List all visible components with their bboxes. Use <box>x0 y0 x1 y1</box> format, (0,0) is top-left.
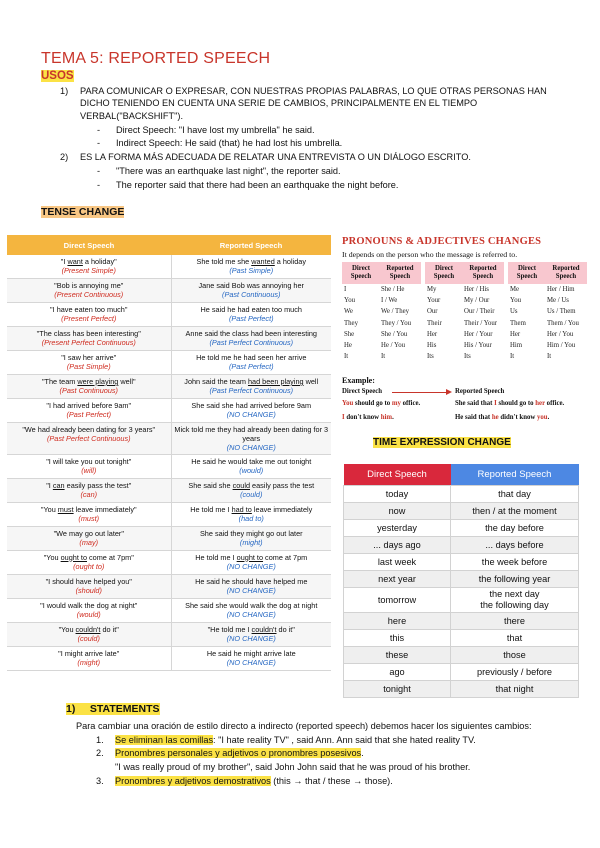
tense-direct-text: "I might arrive late" <box>58 648 120 658</box>
tense-direct-label: (should) <box>75 585 102 595</box>
tense-direct-label: (Present Perfect Continuous) <box>41 338 136 348</box>
pronoun-row <box>342 340 587 351</box>
time-reported-cell: those <box>451 647 579 664</box>
pronoun-cell: His <box>427 342 437 350</box>
tense-direct-label: (may) <box>79 537 99 547</box>
tense-change-table <box>7 235 331 671</box>
tense-reported-cell <box>171 478 331 502</box>
pronoun-cell: Us / Them <box>547 308 576 316</box>
usos-item-2-example-direct: "There was an earthquake last night", the reporter said. <box>116 166 341 176</box>
time-row <box>344 571 579 588</box>
pronouns-subtitle: It depends on the person who the message is referred to. <box>342 250 518 259</box>
pronoun-cell: He / You <box>381 342 405 350</box>
time-reported-cell: previously / before <box>451 664 579 681</box>
time-row <box>344 647 579 664</box>
statements-item-1: Se eliminan las comillas: "I hate reality TV" , said Ann. Ann said that she hated reality TV. <box>115 735 476 745</box>
tense-reported-text: Mick told me they had already been dating for 3 years <box>174 425 329 444</box>
tense-direct-label: (could) <box>77 633 100 643</box>
time-row <box>344 613 579 630</box>
tense-reported-text: John said the team had been playing well <box>184 377 319 386</box>
tense-direct-cell <box>7 279 171 303</box>
tense-reported-label: (would) <box>239 465 264 475</box>
tense-row <box>7 255 331 279</box>
tense-reported-text: He said he had eaten too much <box>200 305 302 314</box>
time-row <box>344 537 579 554</box>
usos-item-2-example-indirect: The reporter said that there had been an earthquake the night before. <box>116 180 399 190</box>
pronoun-cell: Our / Their <box>464 308 495 316</box>
pronoun-cell: Us <box>510 308 518 316</box>
tense-reported-label: (NO CHANGE) <box>226 561 276 571</box>
pronoun-row <box>342 295 587 306</box>
pronoun-cell: They <box>344 319 358 327</box>
tense-direct-cell <box>7 303 171 327</box>
tense-direct-text: "I should have helped you" <box>45 576 132 586</box>
arrow-right-icon <box>392 392 447 393</box>
pronoun-cell: Their <box>427 319 442 327</box>
tense-reported-text: He said he should have helped me <box>195 576 308 586</box>
pronoun-cell: My <box>427 286 437 293</box>
tense-reported-cell <box>171 622 331 646</box>
tense-direct-label: (Present Simple) <box>61 266 116 276</box>
pronoun-cell: She / He <box>381 286 405 293</box>
tense-direct-cell <box>7 598 171 622</box>
tense-reported-text: She said she would walk the dog at night <box>185 600 318 610</box>
tense-reported-text: She said they might go out later <box>199 528 303 538</box>
pronoun-cell: Her / His <box>464 286 489 293</box>
tense-row <box>7 399 331 423</box>
pronoun-cell: We <box>344 308 353 316</box>
pronoun-cell: It <box>381 353 386 361</box>
tense-row <box>7 502 331 526</box>
pronoun-cell: Your <box>427 297 441 305</box>
tense-reported-cell <box>171 255 331 279</box>
time-row <box>344 664 579 681</box>
time-direct-cell: today <box>344 486 451 503</box>
time-reported-cell: ... days before <box>451 537 579 554</box>
pronoun-cell: It <box>344 353 349 361</box>
bullet-dash: - <box>97 138 101 148</box>
tense-direct-text: "You couldn't do it" <box>58 624 119 634</box>
tense-row <box>7 279 331 303</box>
time-col-direct: Direct Speech <box>344 464 451 486</box>
pronoun-cell: Her <box>427 330 438 338</box>
tense-row <box>7 454 331 478</box>
time-reported-cell: there <box>451 613 579 630</box>
statements-intro: Para cambiar una oración de estilo directo a indirecto (reported speech) debemos hacer los siguientes cambios: <box>76 721 532 731</box>
time-direct-cell: next year <box>344 571 451 588</box>
tense-reported-cell <box>171 598 331 622</box>
tense-direct-text: "The team were playing well" <box>41 377 136 386</box>
tense-col-direct: Direct Speech <box>7 235 171 255</box>
tense-reported-cell <box>171 526 331 550</box>
time-row <box>344 554 579 571</box>
pronoun-cell: Her / Him <box>547 286 575 293</box>
pronouns-table <box>342 262 587 362</box>
tense-direct-label: (Present Continuous) <box>54 290 124 300</box>
time-direct-cell: now <box>344 503 451 520</box>
time-direct-cell: ... days ago <box>344 537 451 554</box>
usos-item-1-number: 1) <box>60 86 69 96</box>
pronoun-cell: They / You <box>381 319 412 327</box>
tense-direct-label: (Past Simple) <box>66 362 111 372</box>
tense-direct-label: (might) <box>77 657 101 667</box>
pronoun-cell: Our <box>427 308 438 316</box>
tense-direct-cell <box>7 502 171 526</box>
tense-row <box>7 646 331 670</box>
time-direct-cell: tomorrow <box>344 588 451 613</box>
tense-direct-cell <box>7 399 171 423</box>
tense-reported-text: She told me she wanted a holiday <box>196 257 307 266</box>
pronoun-cell: Them / You <box>547 319 579 327</box>
tense-row <box>7 478 331 502</box>
pronoun-cell: Their / Your <box>464 319 498 327</box>
tense-row <box>7 375 331 399</box>
tense-reported-label: (Past Continuous) <box>222 290 281 300</box>
time-direct-cell: here <box>344 613 451 630</box>
pronoun-row <box>342 306 587 317</box>
tense-direct-cell <box>7 574 171 598</box>
pronoun-row <box>342 351 587 362</box>
time-reported-cell: that night <box>451 681 579 698</box>
tense-col-reported: Reported Speech <box>171 235 331 255</box>
tense-reported-text: He told me he had seen her arrive <box>196 353 307 362</box>
pronoun-header: Reported Speech <box>462 262 504 284</box>
tense-direct-cell <box>7 478 171 502</box>
usos-item-1-example-indirect: Indirect Speech: He said (that) he had lost his umbrella. <box>116 138 343 148</box>
tense-direct-text: "I have eaten too much" <box>50 305 128 314</box>
tense-reported-cell <box>171 502 331 526</box>
tense-direct-text: "The class has been interesting" <box>36 329 141 338</box>
statements-item-2-number: 2. <box>96 748 104 758</box>
tense-direct-cell <box>7 375 171 399</box>
time-row <box>344 486 579 503</box>
pronoun-header: Direct Speech <box>342 262 379 284</box>
pronoun-cell: Them <box>510 319 526 327</box>
statements-item-2-example: "I was really proud of my brother", said John John said that he was proud of his brother. <box>115 762 471 772</box>
tense-reported-text: Anne said the class had been interesting <box>185 329 317 338</box>
pronouns-heading: PRONOUNS & ADJECTIVES CHANGES <box>342 236 542 247</box>
tense-direct-text: "You must leave immediately" <box>40 504 137 514</box>
tense-direct-label: (must) <box>78 513 100 523</box>
tense-direct-text: "We may go out later" <box>53 528 124 538</box>
tense-reported-label: (NO CHANGE) <box>226 410 276 420</box>
example-reported-label: Reported Speech <box>455 388 505 395</box>
tense-row <box>7 303 331 327</box>
tense-row <box>7 327 331 351</box>
tense-reported-cell <box>171 327 331 351</box>
pronoun-cell: She / You <box>381 330 408 338</box>
pronoun-cell: She <box>344 330 355 338</box>
tense-reported-label: (NO CHANGE) <box>226 657 276 667</box>
pronoun-cell: It <box>510 353 515 361</box>
page-title: TEMA 5: REPORTED SPEECH <box>41 50 271 67</box>
tense-direct-text: "You ought to come at 7pm" <box>43 552 134 562</box>
tense-reported-text: He told me I ought to come at 7pm <box>195 552 308 562</box>
tense-row <box>7 550 331 574</box>
time-direct-cell: these <box>344 647 451 664</box>
pronoun-header: Reported Speech <box>545 262 587 284</box>
time-direct-cell: this <box>344 630 451 647</box>
tense-reported-label: (Past Perfect Continuous) <box>209 386 294 396</box>
time-reported-cell: that <box>451 630 579 647</box>
bullet-dash: - <box>97 125 101 135</box>
pronoun-cell: I <box>344 286 347 293</box>
tense-direct-cell <box>7 255 171 279</box>
statements-item-3: Pronombres y adjetivos demostrativos (this → that / these → those). <box>115 776 393 786</box>
tense-reported-label: (NO CHANGE) <box>226 633 276 643</box>
pronoun-cell: His / Your <box>464 342 492 350</box>
tense-reported-cell <box>171 303 331 327</box>
tense-direct-label: (Present Perfect) <box>61 314 117 324</box>
tense-reported-text: He told me I had to leave immediately <box>190 504 313 514</box>
pronoun-cell: Her / Your <box>464 330 493 338</box>
pronoun-cell: My / Our <box>464 297 490 305</box>
tense-reported-label: (might) <box>239 537 263 547</box>
pronoun-cell: Me / Us <box>547 297 569 305</box>
tense-row <box>7 598 331 622</box>
time-reported-cell: the next day the following day <box>451 588 579 613</box>
tense-reported-label: (NO CHANGE) <box>226 585 276 595</box>
tense-reported-cell <box>171 454 331 478</box>
tense-reported-text: He said he would take me out tonight <box>191 456 312 466</box>
tense-reported-label: (Past Perfect) <box>228 314 274 324</box>
pronoun-cell: Him <box>510 342 523 350</box>
tense-row <box>7 423 331 455</box>
pronoun-row <box>342 318 587 329</box>
pronoun-cell: We / They <box>381 308 410 316</box>
tense-reported-cell <box>171 550 331 574</box>
tense-reported-text: "He told me I couldn't do it" <box>207 624 295 634</box>
tense-reported-label: (Past Perfect) <box>228 362 274 372</box>
tense-reported-label: (NO CHANGE) <box>226 609 276 619</box>
tense-direct-cell <box>7 423 171 455</box>
tense-reported-text: She said she could easily pass the test <box>188 480 315 490</box>
tense-direct-cell <box>7 550 171 574</box>
bullet-dash: - <box>97 180 101 190</box>
example-1-reported: She said that I should go to her office. <box>455 400 565 407</box>
time-row <box>344 630 579 647</box>
pronoun-cell: Him / You <box>547 342 576 350</box>
tense-direct-text: "I want a holiday" <box>60 257 117 266</box>
tense-reported-label: (could) <box>240 489 263 499</box>
tense-reported-cell <box>171 351 331 375</box>
time-row <box>344 681 579 698</box>
tense-direct-label: (Past Perfect Continuous) <box>46 434 131 444</box>
tense-reported-cell <box>171 375 331 399</box>
time-row <box>344 520 579 537</box>
time-direct-cell: last week <box>344 554 451 571</box>
tense-direct-text: "I will take you out tonight" <box>46 456 132 466</box>
statements-heading: 1) STATEMENTS <box>66 703 160 715</box>
tense-direct-text: "We had already been dating for 3 years" <box>22 425 156 434</box>
tense-reported-label: (Past Perfect Continuous) <box>209 338 294 348</box>
tense-direct-label: (can) <box>80 489 98 499</box>
pronoun-cell: Its <box>427 353 434 361</box>
pronoun-header: Direct Speech <box>425 262 462 284</box>
tense-direct-cell <box>7 646 171 670</box>
usos-item-2-text: ES LA FORMA MÁS ADECUADA DE RELATAR UNA ENTREVISTA O UN DIÁLOGO ESCRITO. <box>80 152 471 162</box>
tense-direct-cell <box>7 622 171 646</box>
time-reported-cell: then / at the moment <box>451 503 579 520</box>
tense-reported-cell <box>171 423 331 455</box>
tense-reported-text: He said he might arrive late <box>206 648 296 658</box>
tense-direct-text: "I would walk the dog at night" <box>40 600 138 610</box>
pronoun-row <box>342 329 587 340</box>
pronoun-cell: I / We <box>381 297 398 305</box>
pronoun-cell: Its <box>464 353 471 361</box>
tense-reported-label: (Past Simple) <box>229 266 274 276</box>
pronoun-cell: You <box>344 297 356 305</box>
pronoun-cell: He <box>344 342 352 350</box>
statements-item-3-number: 3. <box>96 776 104 786</box>
pronoun-row <box>342 284 587 295</box>
tense-direct-text: "I can easily pass the test" <box>46 480 132 490</box>
time-col-reported: Reported Speech <box>451 464 579 486</box>
time-reported-cell: the week before <box>451 554 579 571</box>
bullet-dash: - <box>97 166 101 176</box>
usos-item-1-text: PARA COMUNICAR O EXPRESAR, CON NUESTRAS PROPIAS PALABRAS, LO QUE OTRAS PERSONAS HAN DICHO TENIENDO EN CUENTA UNA SERIE DE CAMBIOS, PRINCIPALMENTE EN EL TIEMPO VERBAL("BACKSHIFT"). <box>80 86 547 121</box>
tense-reported-cell <box>171 279 331 303</box>
tense-reported-text: Jane said Bob was annoying her <box>198 281 304 290</box>
time-reported-cell: that day <box>451 486 579 503</box>
tense-direct-cell <box>7 327 171 351</box>
usos-item-2-number: 2) <box>60 152 69 162</box>
time-expression-table <box>343 464 579 698</box>
tense-direct-label: (will) <box>81 465 97 475</box>
time-reported-cell: the following year <box>451 571 579 588</box>
tense-row <box>7 351 331 375</box>
pronoun-cell: Her / You <box>547 330 574 338</box>
example-direct-label: Direct Speech <box>342 388 383 395</box>
time-row <box>344 503 579 520</box>
pronouns-example-label: Example: <box>342 376 375 385</box>
usos-heading: USOS <box>41 70 74 82</box>
time-direct-cell: tonight <box>344 681 451 698</box>
tense-reported-cell <box>171 646 331 670</box>
tense-reported-label: (had to) <box>238 513 264 523</box>
time-expression-heading: TIME EXPRESSION CHANGE <box>373 437 511 448</box>
time-direct-cell: ago <box>344 664 451 681</box>
tense-reported-text: She said she had arrived before 9am <box>191 401 312 410</box>
tense-reported-cell <box>171 399 331 423</box>
tense-row <box>7 526 331 550</box>
statements-item-1-number: 1. <box>96 735 104 745</box>
pronoun-header: Reported Speech <box>379 262 421 284</box>
tense-direct-text: "Bob is annoying me" <box>54 281 124 290</box>
pronoun-cell: Her <box>510 330 521 338</box>
tense-reported-label: (NO CHANGE) <box>226 443 276 453</box>
tense-direct-label: (would) <box>76 609 101 619</box>
example-1-direct: You should go to my office. <box>342 400 421 407</box>
tense-direct-label: (Past Continuous) <box>59 386 118 396</box>
statements-item-2: Pronombres personales y adjetivos o pronombres posesivos. <box>115 748 364 758</box>
tense-direct-cell <box>7 454 171 478</box>
tense-direct-label: (ought to) <box>73 561 105 571</box>
tense-direct-cell <box>7 351 171 375</box>
pronoun-header: Direct Speech <box>508 262 545 284</box>
tense-row <box>7 622 331 646</box>
tense-direct-text: "I had arrived before 9am" <box>46 401 132 410</box>
tense-reported-cell <box>171 574 331 598</box>
tense-row <box>7 574 331 598</box>
tense-change-heading: TENSE CHANGE <box>41 206 125 218</box>
pronoun-cell: It <box>547 353 552 361</box>
example-2-direct: I don't know him. <box>342 414 394 421</box>
arrow-right-icon-head <box>446 389 452 395</box>
pronoun-cell: Me <box>510 286 520 293</box>
usos-item-1-example-direct: Direct Speech: "I have lost my umbrella" he said. <box>116 125 315 135</box>
example-2-reported: He said that he didn't know you. <box>455 414 550 421</box>
time-reported-cell: the day before <box>451 520 579 537</box>
tense-direct-cell <box>7 526 171 550</box>
tense-direct-text: "I saw her arrive" <box>61 353 117 362</box>
time-direct-cell: yesterday <box>344 520 451 537</box>
time-row <box>344 588 579 613</box>
pronoun-cell: You <box>510 297 522 305</box>
tense-direct-label: (Past Perfect) <box>66 410 112 420</box>
